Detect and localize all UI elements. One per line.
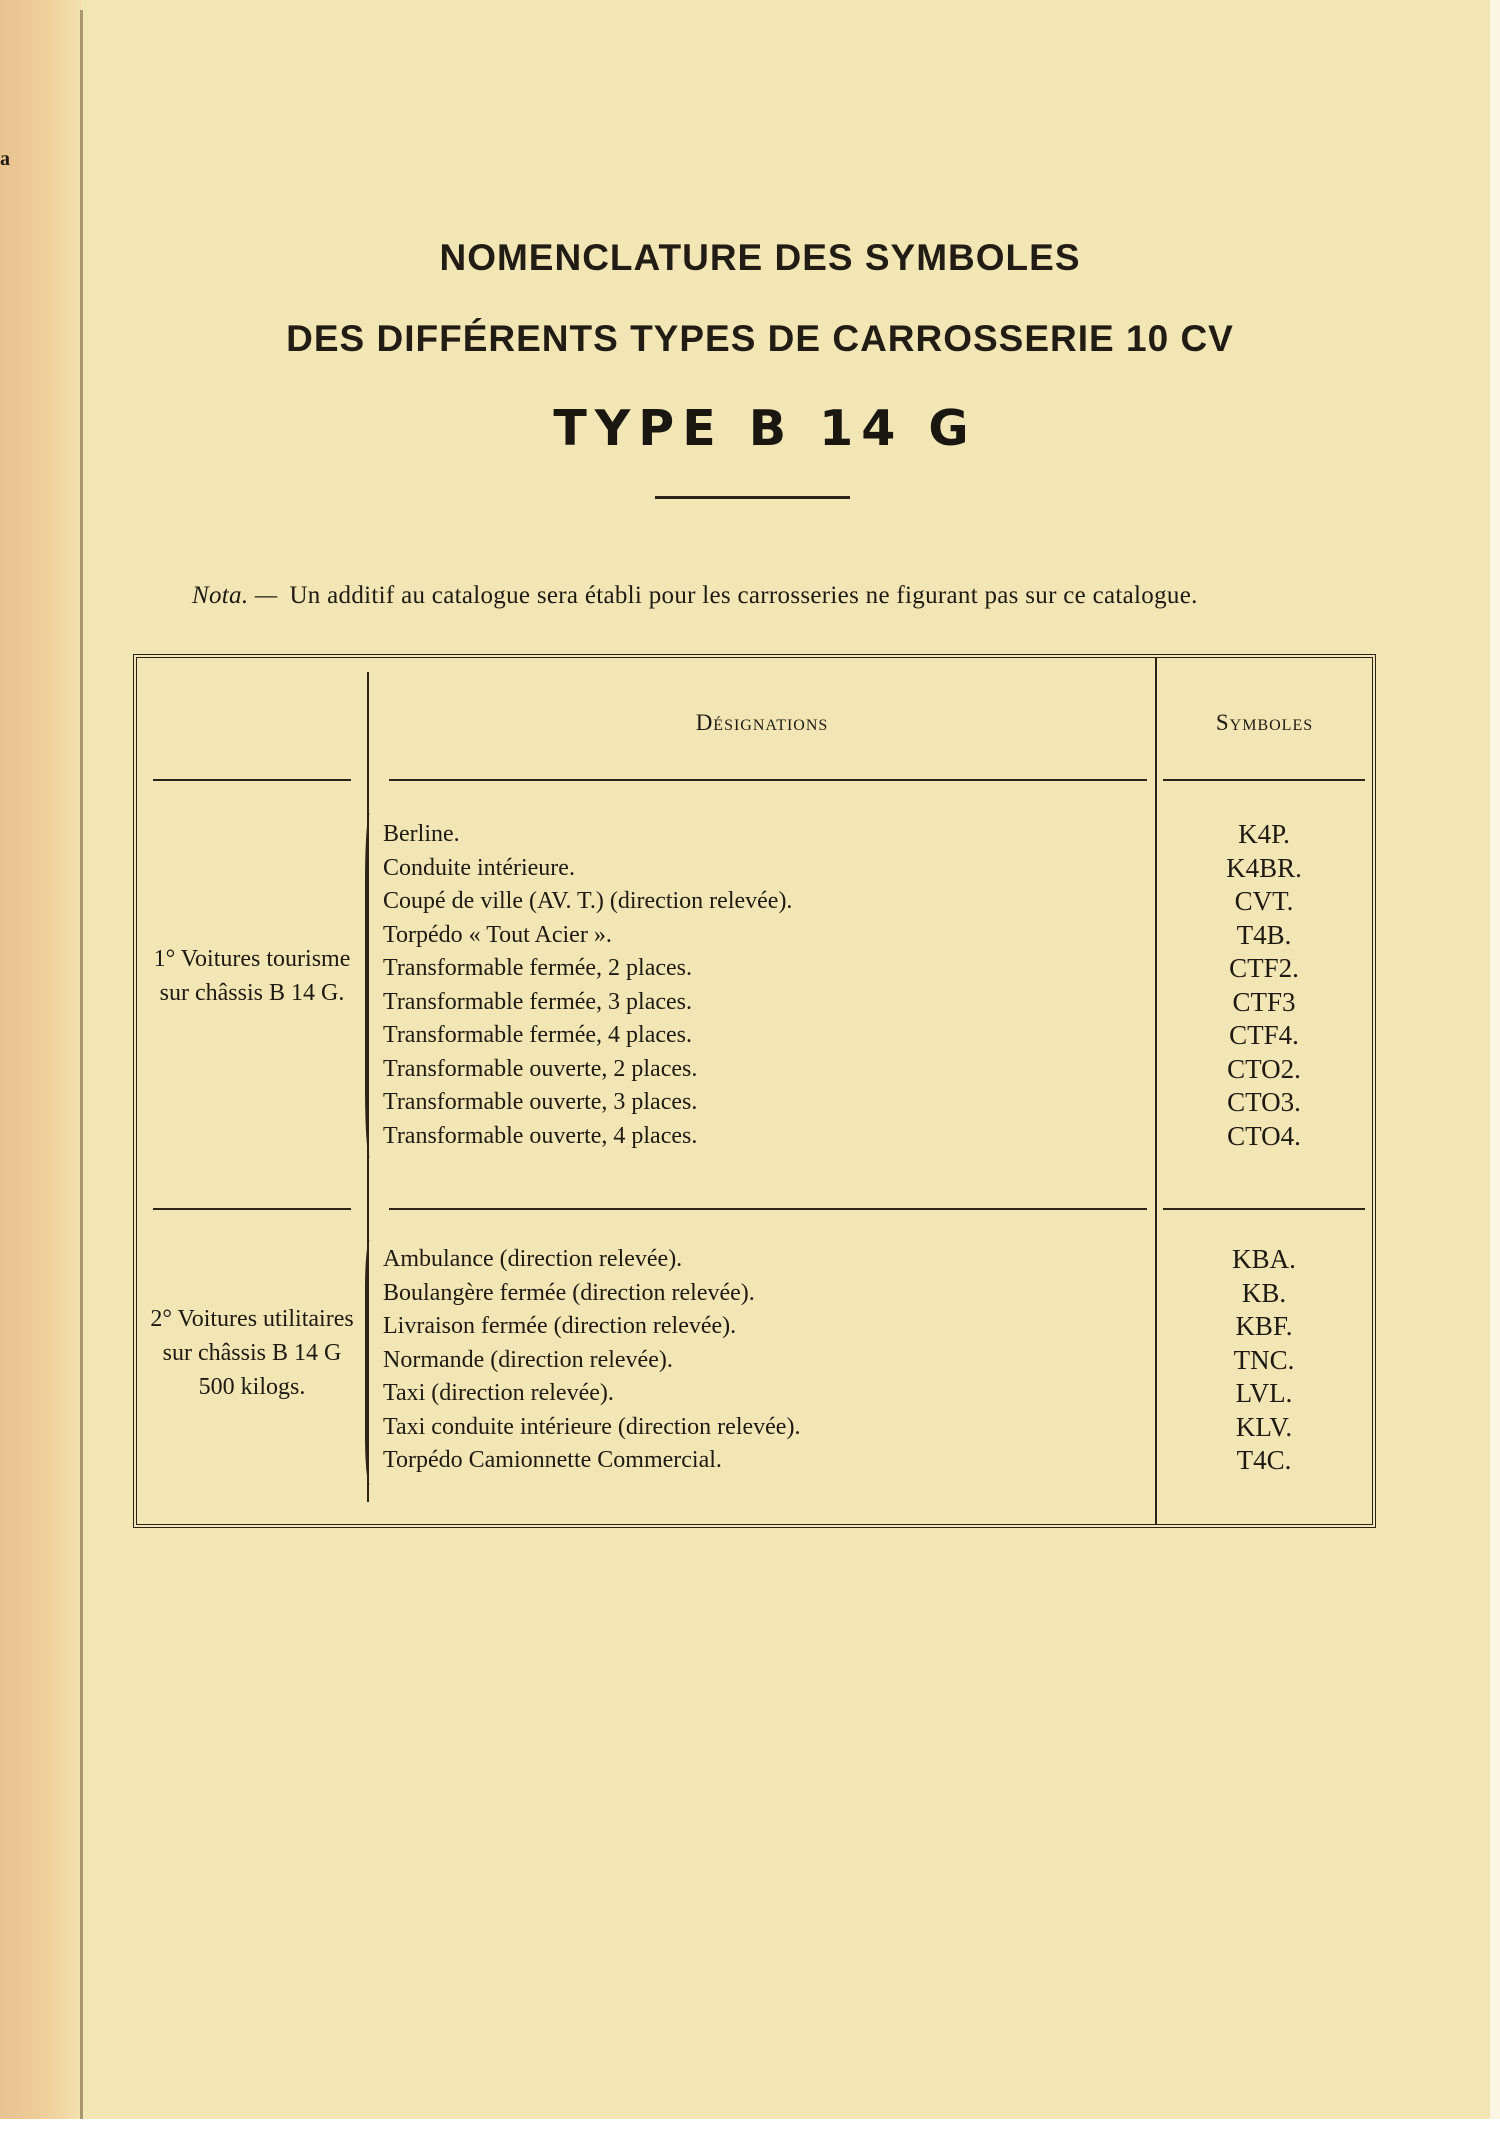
header-rule-designations: [389, 779, 1147, 781]
symbol-item: LVL.: [1235, 1378, 1293, 1408]
page-edge-bottom: [0, 2119, 1500, 2133]
margin-mark: a: [0, 148, 10, 170]
symbol-item: CVT.: [1234, 886, 1294, 916]
symbol-item: CTF2.: [1229, 953, 1299, 983]
column-divider-2: [1155, 658, 1157, 1524]
symbol-item: T4C.: [1236, 1445, 1292, 1475]
designation-item: Transformable ouverte, 4 places.: [383, 1122, 698, 1149]
header-symboles: Symboles: [1215, 710, 1314, 735]
nomenclature-table: [133, 654, 1376, 1528]
designation-item: Coupé de ville (AV. T.) (direction relevée).: [383, 888, 793, 914]
brace-tourisme: [365, 813, 377, 1158]
section-rule-symboles: [1163, 1208, 1365, 1210]
designation-item: Ambulance (direction relevée).: [383, 1246, 683, 1272]
symbol-item: CTO4.: [1227, 1120, 1301, 1151]
title-divider: [655, 496, 850, 499]
designation-item: Berline.: [383, 821, 460, 847]
designation-item: Conduite intérieure.: [383, 854, 575, 881]
symbol-item: KLV.: [1235, 1411, 1293, 1442]
designation-item: Normande (direction relevée).: [383, 1346, 673, 1373]
designation-item: Transformable fermée, 4 places.: [383, 1022, 692, 1048]
section-rule-designations: [389, 1208, 1147, 1210]
symbol-item: K4P.: [1238, 819, 1290, 849]
symbol-item: CTO3.: [1227, 1087, 1301, 1117]
designation-list-utilitaires: [383, 1243, 1143, 1478]
header-rule-symboles: [1163, 779, 1365, 781]
symbol-list-tourisme: [1159, 818, 1369, 1153]
nota-text: Un additif au catalogue sera établi pour les carrosseries ne figurant pas sur ce catalogue.: [289, 582, 1198, 609]
symbol-item: KB.: [1241, 1277, 1287, 1308]
designation-item: Torpédo Camionnette Commercial.: [383, 1447, 722, 1473]
symbol-list-utilitaires: [1159, 1243, 1369, 1478]
header-designations: Désignations: [695, 710, 829, 735]
designation-item: Boulangère fermée (direction relevée).: [383, 1279, 755, 1306]
symbol-item: TNC.: [1233, 1344, 1295, 1375]
nota-paragraph: [192, 582, 1198, 610]
designation-item: Livraison fermée (direction relevée).: [383, 1313, 737, 1339]
designation-item: Transformable fermée, 2 places.: [383, 955, 692, 981]
section-rule-category: [153, 1208, 351, 1210]
symbol-item: CTF3: [1232, 986, 1296, 1017]
type-heading: TYPE B 14 G: [553, 400, 977, 457]
brace-utilitaires: [365, 1240, 377, 1485]
nota-label: Nota. —: [192, 582, 278, 609]
designation-item: Transformable ouverte, 3 places.: [383, 1089, 698, 1115]
designation-item: Transformable fermée, 3 places.: [383, 988, 692, 1015]
symbol-item: T4B.: [1236, 919, 1292, 950]
symbol-item: CTF4.: [1229, 1020, 1299, 1050]
page-title-line-2: DES DIFFÉRENTS TYPES DE CARROSSERIE 10 CV: [286, 318, 1234, 359]
symbol-item: K4BR.: [1226, 852, 1302, 883]
header-rule-category: [153, 779, 351, 781]
symbol-item: KBF.: [1235, 1311, 1293, 1341]
designation-item: Taxi (direction relevée).: [383, 1380, 614, 1406]
designation-item: Transformable ouverte, 2 places.: [383, 1055, 698, 1082]
category-utilitaires: 2° Voitures utilitaires sur châssis B 14 G 500 kilogs.: [150, 1306, 354, 1400]
symbol-item: CTO2.: [1227, 1053, 1301, 1084]
designation-item: Torpédo « Tout Acier ».: [383, 921, 612, 948]
designation-item: Taxi conduite intérieure (direction relevée).: [383, 1413, 801, 1440]
category-tourisme: 1° Voitures tourisme sur châssis B 14 G.: [153, 946, 351, 1006]
designation-list-tourisme: [383, 818, 1143, 1153]
symbol-item: KBA.: [1232, 1244, 1296, 1274]
page-title-line-1: NOMENCLATURE DES SYMBOLES: [439, 237, 1081, 278]
